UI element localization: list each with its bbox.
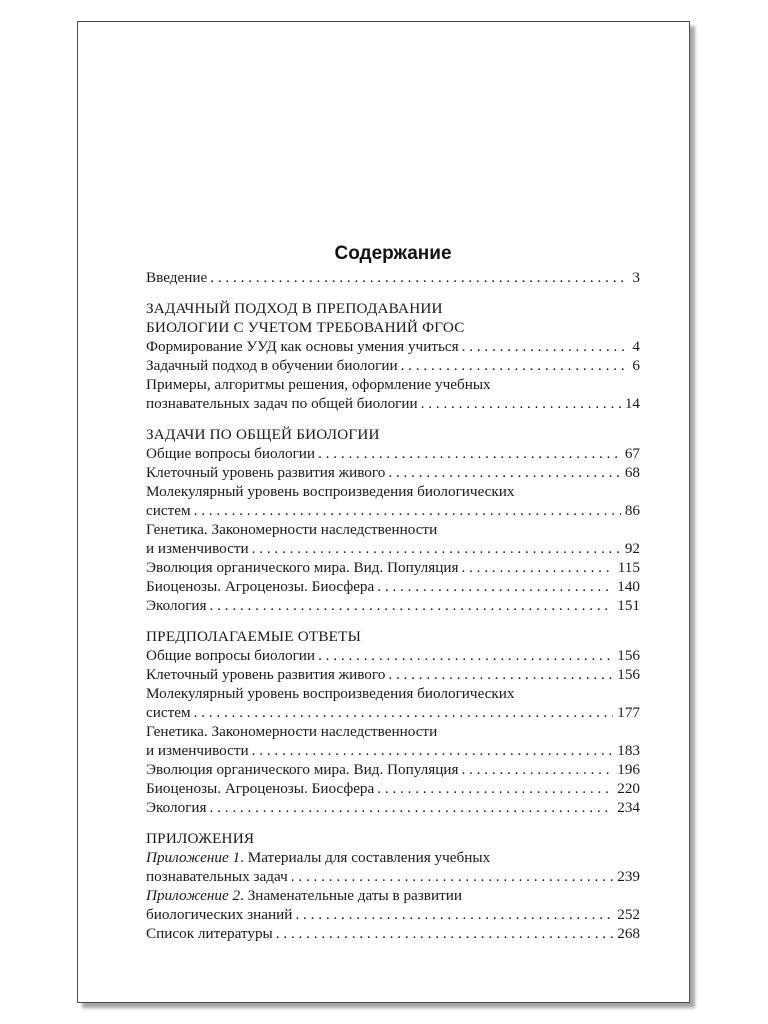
section-heading: ПРЕДПОЛАГАЕМЫЕ ОТВЕТЫ	[146, 628, 362, 645]
toc-entry[interactable]	[146, 703, 640, 722]
toc-entry[interactable]	[146, 779, 640, 798]
toc-page-number: 196	[617, 761, 640, 778]
toc-entry[interactable]	[146, 501, 640, 520]
toc-page-number: 268	[617, 925, 640, 942]
toc-page-number: 68	[624, 464, 640, 481]
toc-entry-label: систем	[146, 704, 191, 721]
dot-leader	[194, 501, 621, 520]
toc-page-number: 3	[632, 269, 640, 286]
dot-leader	[461, 760, 613, 779]
toc-entry[interactable]	[146, 444, 640, 463]
toc-entry[interactable]	[146, 539, 640, 558]
dot-leader	[388, 665, 613, 684]
toc-page-number: 115	[617, 559, 640, 576]
dot-leader	[252, 741, 614, 760]
toc-entry-label: Экология	[146, 597, 207, 614]
section-gap	[146, 413, 640, 425]
book-page	[77, 21, 690, 1003]
toc-entry-label: систем	[146, 502, 191, 519]
toc-entry[interactable]	[146, 741, 640, 760]
appendix-title: . Материалы для составления учебных	[240, 849, 491, 866]
toc-entry[interactable]	[146, 760, 640, 779]
section-heading: ПРИЛОЖЕНИЯ	[146, 830, 255, 847]
toc-entry-label: и изменчивости	[146, 742, 249, 759]
toc-title: Содержание	[334, 243, 452, 264]
toc-page-number: 67	[624, 445, 640, 462]
dot-leader	[295, 905, 613, 924]
toc-entry[interactable]	[146, 558, 640, 577]
appendix-prefix: Приложение 2	[146, 887, 241, 904]
toc-entry-intro[interactable]	[146, 268, 640, 287]
toc-entry-label: Общие вопросы биологии	[146, 647, 316, 664]
section-gap	[146, 287, 640, 299]
section-heading: ЗАДАЧНЫЙ ПОДХОД В ПРЕПОДАВАНИИ	[146, 300, 443, 317]
toc-entry-label-line[interactable]	[146, 886, 640, 905]
toc-entry[interactable]	[146, 798, 640, 817]
toc-page-number: 177	[617, 704, 640, 721]
toc-entry-label-line[interactable]: Молекулярный уровень воспроизведения биологических	[146, 685, 515, 702]
toc-page-number: 151	[617, 597, 640, 614]
section-gap	[146, 615, 640, 627]
toc-entry-label: Формирование УУД как основы умения учиться	[146, 338, 459, 355]
toc-entry[interactable]	[146, 577, 640, 596]
dot-leader	[291, 867, 613, 886]
toc-entry-label: Биоценозы. Агроценозы. Биосфера	[146, 780, 375, 797]
dot-leader	[210, 268, 628, 287]
toc-entry-label: Задачный подход в обучении биологии	[146, 357, 398, 374]
toc-page-number: 140	[617, 578, 640, 595]
toc-page-number: 156	[617, 647, 640, 664]
toc-entry[interactable]	[146, 905, 640, 924]
toc-page-number: 220	[617, 780, 640, 797]
toc-page-number: 183	[617, 742, 640, 759]
dot-leader	[421, 394, 621, 413]
toc-entry-label: Общие вопросы биологии	[146, 445, 316, 462]
toc-entry-label-line[interactable]: Молекулярный уровень воспроизведения биологических	[146, 483, 515, 500]
toc-page-number: 86	[624, 502, 640, 519]
toc-entry[interactable]	[146, 665, 640, 684]
toc-page-number: 14	[624, 395, 640, 412]
appendix-prefix: Приложение 1	[146, 849, 241, 866]
toc-entry-label: познавательных задач	[146, 868, 288, 885]
dot-leader	[461, 558, 613, 577]
dot-leader	[377, 577, 613, 596]
toc-entry-label-line[interactable]: Генетика. Закономерности наследственности	[146, 521, 438, 538]
toc-page-number: 239	[617, 868, 640, 885]
dot-leader	[252, 539, 621, 558]
toc-entry-label: Введение	[146, 269, 208, 286]
toc-entry[interactable]	[146, 646, 640, 665]
toc-entry[interactable]	[146, 394, 640, 413]
toc-entry-label: биологических знаний	[146, 906, 293, 923]
toc-entry[interactable]	[146, 337, 640, 356]
dot-leader	[377, 779, 613, 798]
dot-leader	[462, 337, 629, 356]
toc-page-number: 234	[617, 799, 640, 816]
toc-entry[interactable]	[146, 867, 640, 886]
toc-page-number: 4	[632, 338, 640, 355]
toc-entry-label-line[interactable]	[146, 848, 640, 867]
dot-leader	[194, 703, 614, 722]
section-gap	[146, 817, 640, 829]
toc-entry-label: Клеточный уровень развития живого	[146, 464, 386, 481]
toc-entry[interactable]	[146, 924, 640, 943]
dot-leader	[210, 596, 614, 615]
dot-leader	[401, 356, 629, 375]
table-of-contents	[146, 240, 640, 943]
toc-entry[interactable]	[146, 596, 640, 615]
toc-entry[interactable]	[146, 356, 640, 375]
toc-page-number: 92	[624, 540, 640, 557]
toc-entry-label: познавательных задач по общей биологии	[146, 395, 418, 412]
section-heading: БИОЛОГИИ С УЧЕТОМ ТРЕБОВАНИЙ ФГОС	[146, 319, 465, 336]
toc-entry-label-line[interactable]: Примеры, алгоритмы решения, оформление учебных	[146, 376, 491, 393]
toc-page-number: 156	[617, 666, 640, 683]
toc-entry-label: Эволюция органического мира. Вид. Популяция	[146, 559, 459, 576]
toc-entry-label: и изменчивости	[146, 540, 249, 557]
dot-leader	[388, 463, 620, 482]
toc-entry[interactable]	[146, 463, 640, 482]
toc-page-number: 6	[632, 357, 640, 374]
toc-entry-label: Клеточный уровень развития живого	[146, 666, 386, 683]
dot-leader	[318, 444, 621, 463]
toc-entry-label-line[interactable]: Генетика. Закономерности наследственности	[146, 723, 438, 740]
section-heading: ЗАДАЧИ ПО ОБЩЕЙ БИОЛОГИИ	[146, 426, 380, 443]
toc-entry-label: Биоценозы. Агроценозы. Биосфера	[146, 578, 375, 595]
toc-entry-label: Экология	[146, 799, 207, 816]
toc-entry-label: Эволюция органического мира. Вид. Популяция	[146, 761, 459, 778]
toc-page-number: 252	[617, 906, 640, 923]
toc-entry-label: Список литературы	[146, 925, 273, 942]
dot-leader	[318, 646, 613, 665]
dot-leader	[210, 798, 614, 817]
appendix-title: . Знаменательные даты в развитии	[240, 887, 462, 904]
dot-leader	[276, 924, 613, 943]
